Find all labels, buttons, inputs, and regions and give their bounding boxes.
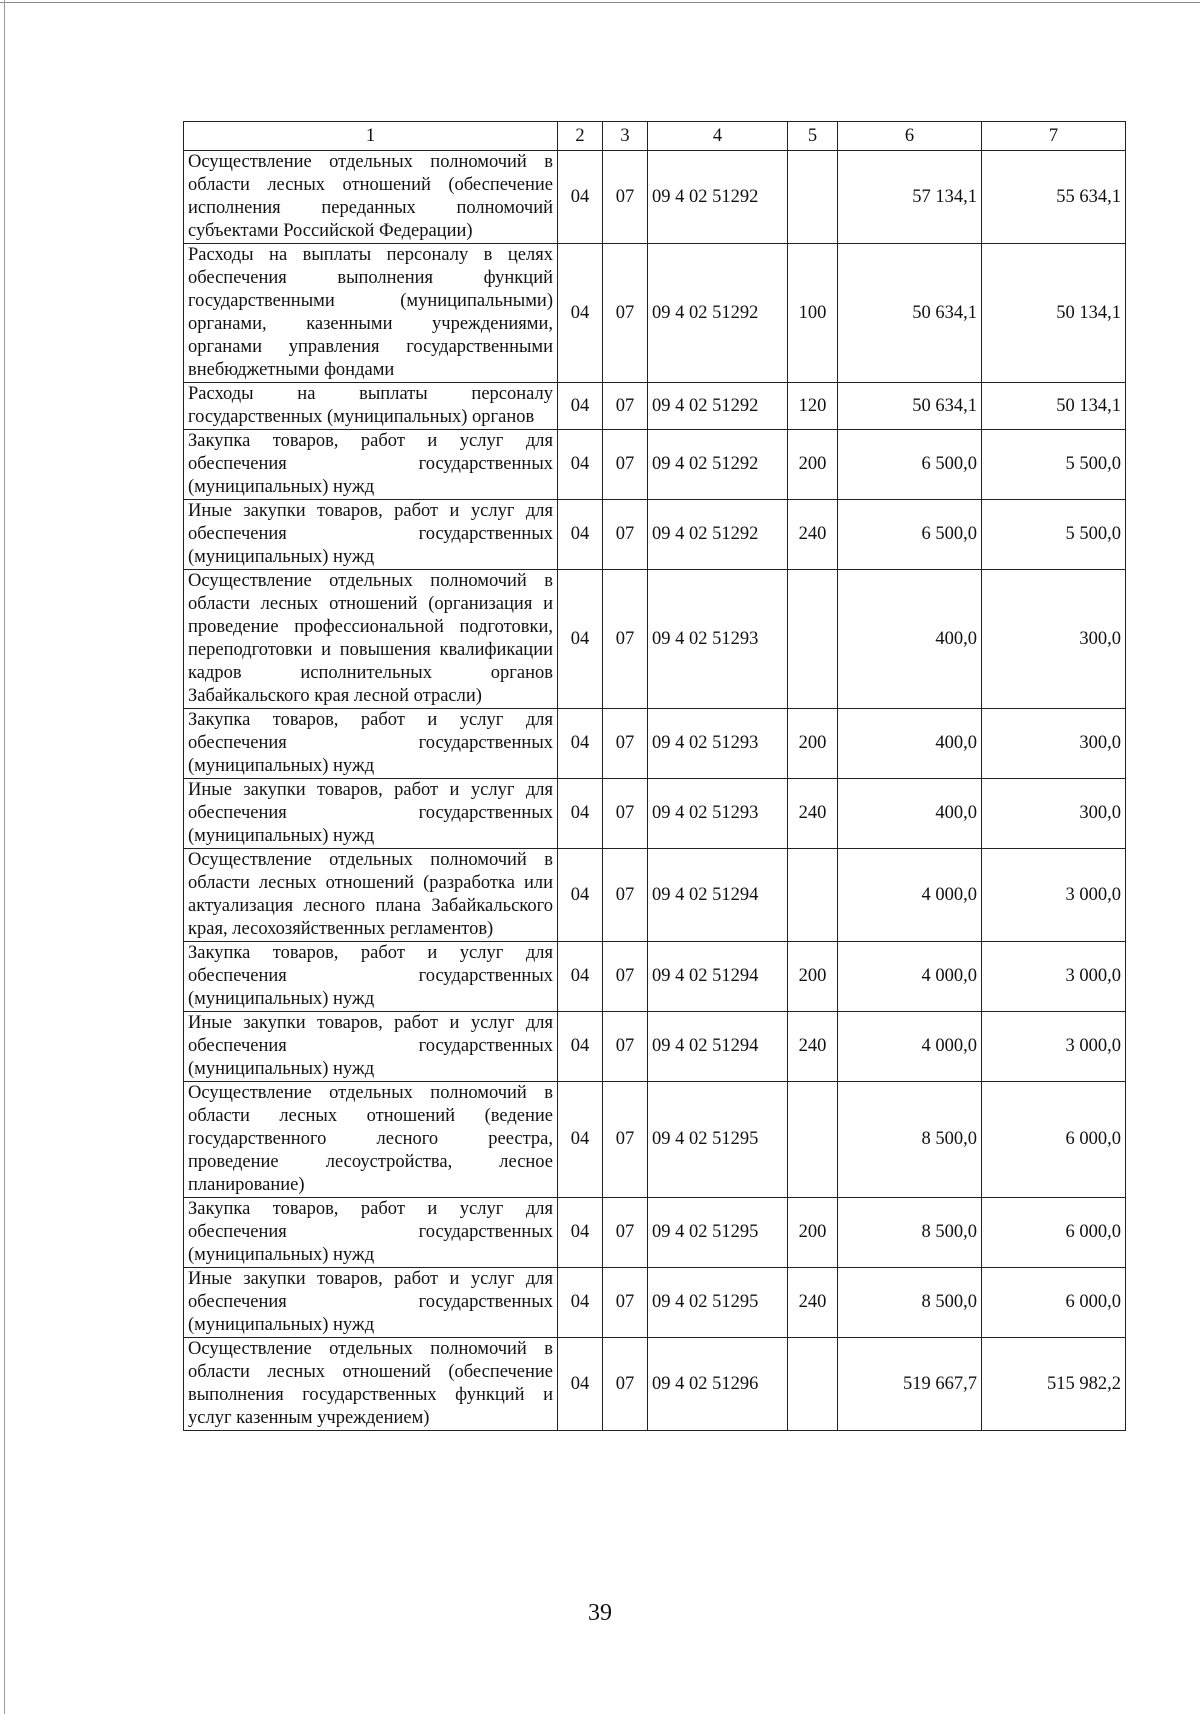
section-code: 04	[558, 1338, 603, 1431]
item-name: Иные закупки товаров, работ и услуг для обеспечения государственных (муниципальных) нужд	[184, 1268, 558, 1338]
expense-type-code: 200	[788, 942, 838, 1012]
item-name: Осуществление отдельных полномочий в области лесных отношений (разработка или актуализация лесного плана Забайкальского края, лесохозяйственных регламентов)	[184, 849, 558, 942]
target-article-code: 09 4 02 51292	[648, 500, 788, 570]
expense-type-code: 240	[788, 1012, 838, 1082]
amount-year-1: 57 134,1	[838, 151, 982, 244]
section-code: 04	[558, 383, 603, 430]
amount-year-2: 5 500,0	[982, 430, 1126, 500]
amount-year-2: 50 134,1	[982, 383, 1126, 430]
item-name: Закупка товаров, работ и услуг для обеспечения государственных (муниципальных) нужд	[184, 709, 558, 779]
table-row	[184, 383, 1126, 430]
table-row	[184, 1268, 1126, 1338]
expense-type-code	[788, 1338, 838, 1431]
amount-year-1: 400,0	[838, 570, 982, 709]
target-article-code: 09 4 02 51293	[648, 779, 788, 849]
scan-edge-top	[0, 2, 1200, 3]
table-row	[184, 942, 1126, 1012]
item-name: Иные закупки товаров, работ и услуг для обеспечения государственных (муниципальных) нужд	[184, 500, 558, 570]
amount-year-2: 6 000,0	[982, 1268, 1126, 1338]
header-cell-4: 4	[648, 122, 788, 151]
scan-edge-left	[4, 0, 5, 1714]
target-article-code: 09 4 02 51295	[648, 1268, 788, 1338]
expense-type-code	[788, 1082, 838, 1198]
amount-year-2: 5 500,0	[982, 500, 1126, 570]
target-article-code: 09 4 02 51293	[648, 570, 788, 709]
table-row	[184, 709, 1126, 779]
section-code: 04	[558, 430, 603, 500]
expense-type-code: 120	[788, 383, 838, 430]
subsection-code: 07	[603, 430, 648, 500]
amount-year-1: 8 500,0	[838, 1198, 982, 1268]
subsection-code: 07	[603, 1012, 648, 1082]
subsection-code: 07	[603, 383, 648, 430]
section-code: 04	[558, 1012, 603, 1082]
table-row	[184, 1198, 1126, 1268]
subsection-code: 07	[603, 1198, 648, 1268]
subsection-code: 07	[603, 500, 648, 570]
table-row	[184, 570, 1126, 709]
amount-year-2: 300,0	[982, 570, 1126, 709]
section-code: 04	[558, 779, 603, 849]
section-code: 04	[558, 151, 603, 244]
item-name: Осуществление отдельных полномочий в области лесных отношений (ведение государственного лесного реестра, проведение лесоустройства, лесное планирование)	[184, 1082, 558, 1198]
table-row	[184, 244, 1126, 383]
item-name: Осуществление отдельных полномочий в области лесных отношений (обеспечение исполнения переданных полномочий субъектами Российской Федерации)	[184, 151, 558, 244]
amount-year-1: 50 634,1	[838, 383, 982, 430]
item-name: Закупка товаров, работ и услуг для обеспечения государственных (муниципальных) нужд	[184, 430, 558, 500]
amount-year-2: 515 982,2	[982, 1338, 1126, 1431]
subsection-code: 07	[603, 1268, 648, 1338]
header-cell-6: 6	[838, 122, 982, 151]
subsection-code: 07	[603, 151, 648, 244]
amount-year-1: 6 500,0	[838, 500, 982, 570]
item-name: Иные закупки товаров, работ и услуг для обеспечения государственных (муниципальных) нужд	[184, 1012, 558, 1082]
expense-type-code: 200	[788, 709, 838, 779]
amount-year-1: 519 667,7	[838, 1338, 982, 1431]
amount-year-2: 3 000,0	[982, 942, 1126, 1012]
item-name: Осуществление отдельных полномочий в области лесных отношений (организация и проведение профессиональной подготовки, переподготовки и повышения квалификации кадров исполнительных органов Забайкальского края лесной отрасли)	[184, 570, 558, 709]
target-article-code: 09 4 02 51292	[648, 383, 788, 430]
target-article-code: 09 4 02 51295	[648, 1082, 788, 1198]
table-row	[184, 151, 1126, 244]
table-row	[184, 1082, 1126, 1198]
expense-type-code	[788, 151, 838, 244]
target-article-code: 09 4 02 51296	[648, 1338, 788, 1431]
target-article-code: 09 4 02 51295	[648, 1198, 788, 1268]
target-article-code: 09 4 02 51293	[648, 709, 788, 779]
expense-type-code: 240	[788, 1268, 838, 1338]
amount-year-1: 50 634,1	[838, 244, 982, 383]
subsection-code: 07	[603, 570, 648, 709]
amount-year-1: 6 500,0	[838, 430, 982, 500]
table-row	[184, 430, 1126, 500]
subsection-code: 07	[603, 1338, 648, 1431]
expense-type-code: 200	[788, 1198, 838, 1268]
subsection-code: 07	[603, 1082, 648, 1198]
amount-year-1: 400,0	[838, 709, 982, 779]
target-article-code: 09 4 02 51294	[648, 942, 788, 1012]
expense-type-code: 100	[788, 244, 838, 383]
subsection-code: 07	[603, 849, 648, 942]
table-header-row	[184, 122, 1126, 151]
item-name: Закупка товаров, работ и услуг для обеспечения государственных (муниципальных) нужд	[184, 1198, 558, 1268]
budget-table	[183, 121, 1126, 1431]
section-code: 04	[558, 500, 603, 570]
table-row	[184, 1338, 1126, 1431]
target-article-code: 09 4 02 51294	[648, 1012, 788, 1082]
amount-year-2: 300,0	[982, 709, 1126, 779]
section-code: 04	[558, 849, 603, 942]
header-cell-3: 3	[603, 122, 648, 151]
header-cell-5: 5	[788, 122, 838, 151]
header-cell-2: 2	[558, 122, 603, 151]
page-number: 39	[588, 1600, 612, 1626]
amount-year-2: 3 000,0	[982, 849, 1126, 942]
header-cell-1: 1	[184, 122, 558, 151]
item-name: Расходы на выплаты персоналу государственных (муниципальных) органов	[184, 383, 558, 430]
section-code: 04	[558, 1198, 603, 1268]
amount-year-1: 4 000,0	[838, 942, 982, 1012]
amount-year-2: 6 000,0	[982, 1082, 1126, 1198]
amount-year-1: 4 000,0	[838, 849, 982, 942]
item-name: Иные закупки товаров, работ и услуг для обеспечения государственных (муниципальных) нужд	[184, 779, 558, 849]
amount-year-2: 3 000,0	[982, 1012, 1126, 1082]
table-row	[184, 1012, 1126, 1082]
table-row	[184, 779, 1126, 849]
target-article-code: 09 4 02 51294	[648, 849, 788, 942]
amount-year-1: 8 500,0	[838, 1268, 982, 1338]
amount-year-1: 4 000,0	[838, 1012, 982, 1082]
subsection-code: 07	[603, 942, 648, 1012]
table-body	[184, 122, 1126, 1431]
expense-type-code	[788, 570, 838, 709]
subsection-code: 07	[603, 709, 648, 779]
table-row	[184, 849, 1126, 942]
amount-year-2: 6 000,0	[982, 1198, 1126, 1268]
subsection-code: 07	[603, 244, 648, 383]
header-cell-7: 7	[982, 122, 1126, 151]
section-code: 04	[558, 244, 603, 383]
section-code: 04	[558, 1082, 603, 1198]
amount-year-2: 300,0	[982, 779, 1126, 849]
target-article-code: 09 4 02 51292	[648, 244, 788, 383]
amount-year-2: 50 134,1	[982, 244, 1126, 383]
target-article-code: 09 4 02 51292	[648, 430, 788, 500]
item-name: Осуществление отдельных полномочий в области лесных отношений (обеспечение выполнения государственных функций и услуг казенным учреждением)	[184, 1338, 558, 1431]
section-code: 04	[558, 570, 603, 709]
target-article-code: 09 4 02 51292	[648, 151, 788, 244]
table-row	[184, 500, 1126, 570]
expense-type-code: 240	[788, 779, 838, 849]
amount-year-1: 400,0	[838, 779, 982, 849]
section-code: 04	[558, 709, 603, 779]
item-name: Расходы на выплаты персоналу в целях обеспечения выполнения функций государственными (муниципальными) органами, казенными учреждениями, органами управления государственными внебюджетными фондами	[184, 244, 558, 383]
expense-type-code: 200	[788, 430, 838, 500]
section-code: 04	[558, 942, 603, 1012]
expense-type-code	[788, 849, 838, 942]
section-code: 04	[558, 1268, 603, 1338]
subsection-code: 07	[603, 779, 648, 849]
amount-year-2: 55 634,1	[982, 151, 1126, 244]
item-name: Закупка товаров, работ и услуг для обеспечения государственных (муниципальных) нужд	[184, 942, 558, 1012]
expense-type-code: 240	[788, 500, 838, 570]
amount-year-1: 8 500,0	[838, 1082, 982, 1198]
